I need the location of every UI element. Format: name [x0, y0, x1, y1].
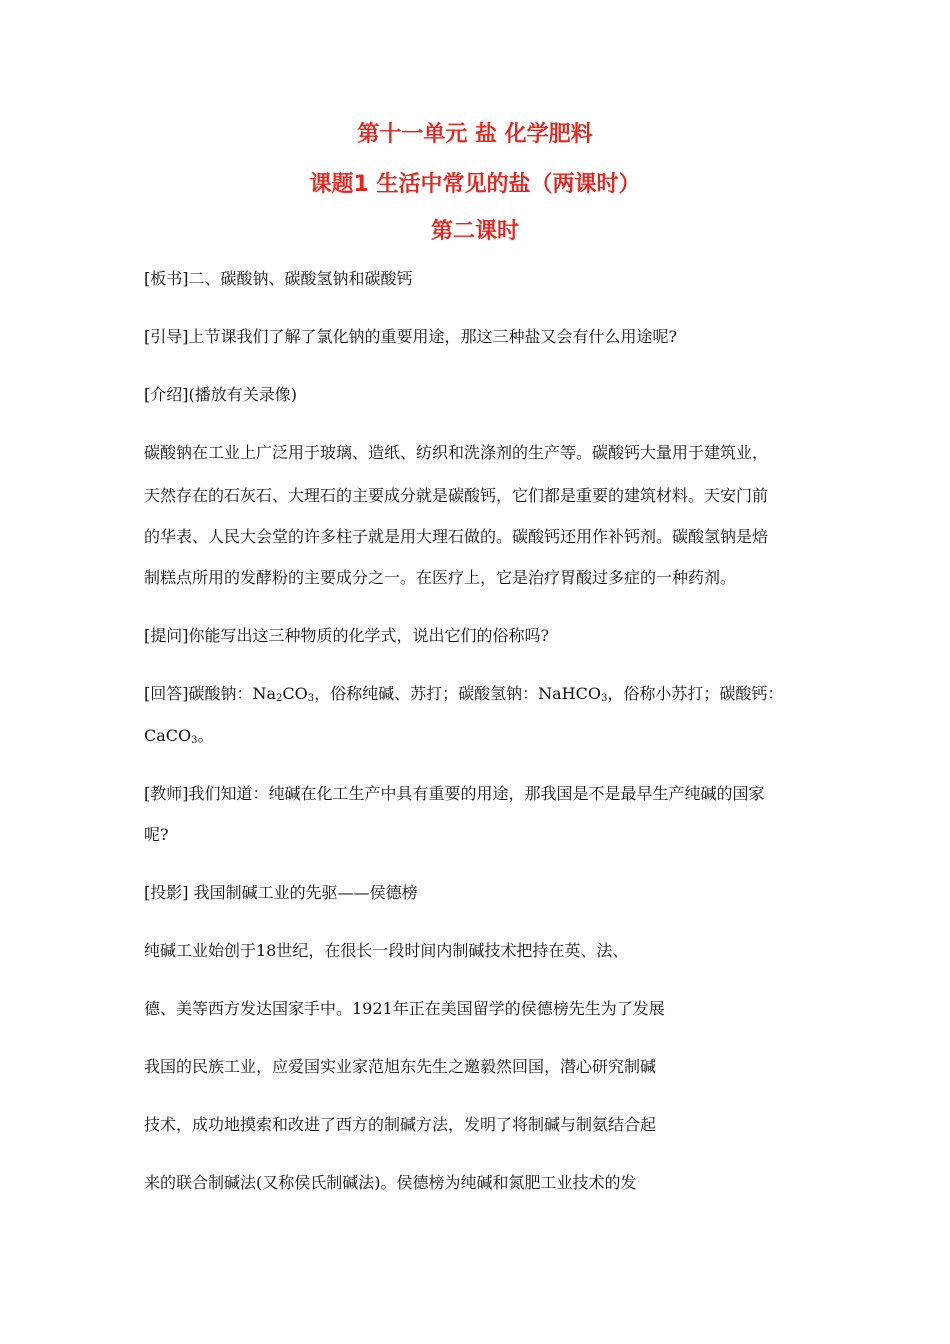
para-line-3: 的华表、人民大会堂的许多柱子就是用大理石做的。碳酸钙还用作补钙剂。碳酸氢钠是焙 [144, 527, 769, 546]
answer-text: CaCO [144, 726, 192, 745]
teacher-line-2: 呢? [144, 825, 169, 844]
question-line: [提问]你能写出这三种物质的化学式，说出它们的俗称吗? [144, 626, 550, 645]
title-unit: 第十一单元 盐 化学肥料 [357, 122, 593, 147]
subscript: 2 [276, 693, 283, 704]
board-note: [板书]二、碳酸钠、碳酸氢钠和碳酸钙 [144, 269, 413, 288]
teacher-line-1: [教师]我们知道：纯碱在化工生产中具有重要的用途，那我国是不是最早生产纯碱的国家 [144, 784, 765, 803]
history-line-4: 技术，成功地摸索和改进了西方的制碱方法，发明了将制碱与制氨结合起 [144, 1115, 657, 1134]
projection-heading: [投影] 我国制碱工业的先驱——侯德榜 [144, 883, 418, 902]
history-line-3: 我国的民族工业，应爱国实业家范旭东先生之邀毅然回国，潜心研究制碱 [144, 1057, 657, 1076]
answer-text: [回答]碳酸钠：Na [144, 684, 277, 703]
intro-line: [介绍](播放有关录像) [144, 385, 297, 404]
subscript: 3 [601, 693, 608, 704]
subscript: 3 [191, 735, 198, 746]
history-line-1: 纯碱工业始创于18世纪，在很长一段时间内制碱技术把持在英、法、 [144, 941, 629, 960]
answer-text: ，俗称小苏打；碳酸钙： [607, 684, 784, 703]
guide-line: [引导]上节课我们了解了氯化钠的重要用途，那这三种盐又会有什么用途呢? [144, 327, 678, 346]
title-lesson: 课题1 生活中常见的盐（两课时） [309, 172, 641, 197]
title-period: 第二课时 [430, 219, 519, 244]
answer-text: ，俗称纯碱、苏打；碳酸氢钠：NaHCO [314, 684, 601, 703]
answer-line-2 [144, 724, 824, 748]
para-line-4: 制糕点所用的发酵粉的主要成分之一。在医疗上，它是治疗胃酸过多症的一种药剂。 [144, 568, 737, 587]
history-line-2: 德、美等西方发达国家手中。1921年正在美国留学的侯德榜先生为了发展 [144, 999, 665, 1018]
answer-text: 。 [197, 726, 214, 745]
answer-line-1 [144, 682, 824, 706]
answer-text: CO [282, 684, 308, 703]
para-line-1: 碳酸钠在工业上广泛用于玻璃、造纸、纺织和洗涤剂的生产等。碳酸钙大量用于建筑业， [144, 443, 769, 462]
history-line-5: 来的联合制碱法(又称侯氏制碱法)。侯德榜为纯碱和氮肥工业技术的发 [144, 1173, 637, 1192]
subscript: 3 [307, 693, 315, 704]
para-line-2: 天然存在的石灰石、大理石的主要成分就是碳酸钙，它们都是重要的建筑材料。天安门前 [144, 486, 769, 505]
